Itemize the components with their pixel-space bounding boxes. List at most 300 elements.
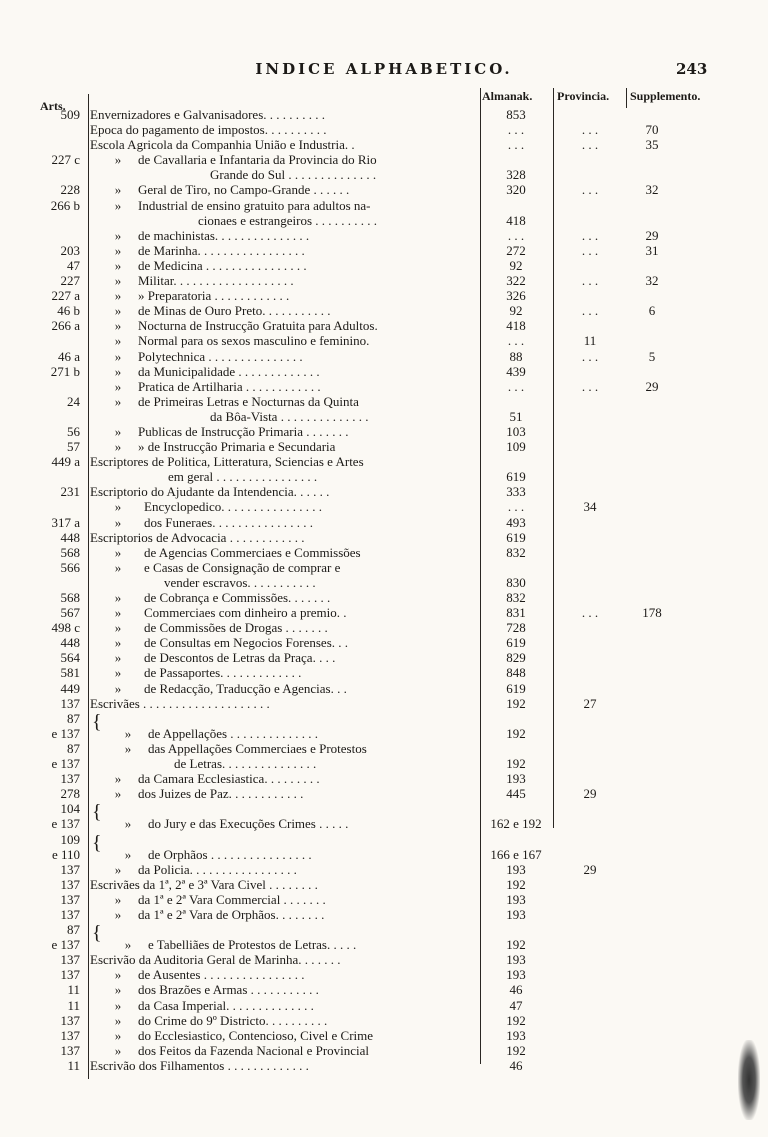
almanak-page: 848 xyxy=(506,665,526,681)
almanak-page: 829 xyxy=(506,650,526,666)
index-row xyxy=(0,726,768,741)
index-row xyxy=(0,213,768,228)
article-number: 278 xyxy=(60,786,80,802)
almanak-page: 493 xyxy=(506,514,526,530)
entry-text: de Ausentes . . . . . . . . . . . . . . . . xyxy=(138,967,305,983)
brace-glyph: { xyxy=(92,922,102,945)
article-number: 11 xyxy=(67,1057,80,1073)
page-title: INDICE ALPHABETICO. xyxy=(255,60,513,78)
almanak-page: 192 xyxy=(506,756,526,772)
index-row xyxy=(0,620,768,635)
entry-text: Escola Agricola da Companhia União e Industria. . xyxy=(90,137,355,153)
index-row xyxy=(0,816,768,831)
almanak-page: 193 xyxy=(506,1027,526,1043)
entry-text: » de Instrucção Primaria e Secundaria xyxy=(138,439,336,455)
entry-text: Escriptores de Politica, Litteratura, Sciencias e Artes xyxy=(90,454,364,470)
ditto-mark: » xyxy=(114,906,122,922)
ditto-mark: » xyxy=(124,740,132,756)
entry-text: de Passaportes. . . . . . . . . . . . . xyxy=(144,665,302,681)
supplemento-page: 6 xyxy=(648,303,656,319)
article-number: 203 xyxy=(60,242,80,258)
index-row xyxy=(0,967,768,982)
article-number: 57 xyxy=(67,439,80,455)
index-row xyxy=(0,167,768,182)
entry-text: cionaes e estrangeiros . . . . . . . . . . xyxy=(198,212,378,228)
index-row xyxy=(0,515,768,530)
entry-text: vender escravos. . . . . . . . . . . xyxy=(164,574,316,590)
index-row xyxy=(0,605,768,620)
article-number: 87 xyxy=(67,740,80,756)
index-row xyxy=(0,545,768,560)
index-row xyxy=(0,892,768,907)
entry-text: Epoca do pagamento de impostos. . . . . . . . . . xyxy=(90,122,327,138)
entry-text: de Cobrança e Commissões. . . . . . . xyxy=(144,590,331,605)
almanak-page: 439 xyxy=(506,363,526,379)
entry-text: de Cavallaria e Infantaria da Provincia do Rio xyxy=(138,152,377,168)
almanak-page: 333 xyxy=(506,484,526,500)
index-row xyxy=(0,424,768,439)
provincia-page: . . . xyxy=(581,605,599,621)
article-number: 24 xyxy=(67,393,80,409)
index-row xyxy=(0,122,768,137)
almanak-page: 109 xyxy=(506,439,526,455)
article-number: e 137 xyxy=(51,756,80,772)
ditto-mark: » xyxy=(114,182,122,198)
ditto-mark: » xyxy=(114,891,122,907)
column-header-provincia: Provincia. xyxy=(557,89,610,103)
provincia-page: 27 xyxy=(583,695,597,711)
entry-text: Nocturna de Instrucção Gratuita para Adultos. xyxy=(138,318,378,334)
index-row xyxy=(0,937,768,952)
index-row xyxy=(0,696,768,711)
entry-text: de Descontos de Letras da Praça. . . . xyxy=(144,650,336,666)
almanak-page: 326 xyxy=(506,288,526,304)
index-row xyxy=(0,530,768,545)
entry-text: da Camara Ecclesiastica. . . . . . . . . xyxy=(138,771,320,787)
article-number: 137 xyxy=(60,1042,80,1058)
article-number: 87 xyxy=(67,922,80,938)
article-number: 228 xyxy=(60,182,80,198)
entry-text: da Policia. . . . . . . . . . . . . . . . . xyxy=(138,861,297,877)
entry-text: de machinistas. . . . . . . . . . . . . . . xyxy=(138,227,310,243)
entry-text: » Preparatoria . . . . . . . . . . . . xyxy=(138,288,290,304)
provincia-page: 34 xyxy=(583,499,597,515)
index-row xyxy=(0,1028,768,1043)
provincia-page: 29 xyxy=(583,861,597,877)
index-row xyxy=(0,756,768,771)
supplemento-page: 29 xyxy=(645,227,659,243)
entry-text: de Minas de Ouro Preto. . . . . . . . . . . xyxy=(138,303,331,319)
almanak-page: . . . xyxy=(507,122,525,138)
index-row xyxy=(0,288,768,303)
almanak-page: 418 xyxy=(506,318,526,334)
provincia-page: 29 xyxy=(583,786,597,802)
index-row xyxy=(0,469,768,484)
almanak-page: 166 e 167 xyxy=(490,846,542,862)
almanak-page: 46 xyxy=(509,982,523,998)
article-number: 568 xyxy=(60,590,80,605)
almanak-page: 51 xyxy=(509,408,523,424)
brace-glyph: { xyxy=(92,831,102,854)
index-row xyxy=(0,786,768,801)
entry-text: dos Feitos da Fazenda Nacional e Provincial xyxy=(138,1042,370,1058)
article-number: 566 xyxy=(60,559,80,575)
provincia-page: . . . xyxy=(581,182,599,198)
entry-text: Pratica de Artilharia . . . . . . . . . . . . xyxy=(138,378,321,394)
almanak-page: 831 xyxy=(506,605,526,621)
almanak-page: 162 e 192 xyxy=(490,816,542,832)
almanak-page: 192 xyxy=(506,725,526,741)
ditto-mark: » xyxy=(114,1027,122,1043)
article-number: 46 b xyxy=(57,303,80,319)
almanak-page: 193 xyxy=(506,891,526,907)
provincia-page: . . . xyxy=(581,122,599,138)
brace-glyph: { xyxy=(92,801,102,824)
index-row xyxy=(0,1013,768,1028)
entry-text: da Bôa-Vista . . . . . . . . . . . . . . xyxy=(210,408,369,424)
almanak-page: 193 xyxy=(506,967,526,983)
entry-text: dos Funeraes. . . . . . . . . . . . . . . . xyxy=(144,514,313,530)
entry-text: da 1ª e 2ª Vara Commercial . . . . . . . xyxy=(138,891,326,907)
index-row xyxy=(0,1058,768,1073)
article-number: e 137 xyxy=(51,937,80,953)
almanak-page: 192 xyxy=(506,1012,526,1028)
article-number: 266 a xyxy=(51,318,80,334)
entry-text: Normal para os sexos masculino e feminino. xyxy=(138,333,370,349)
almanak-page: 619 xyxy=(506,529,526,545)
article-number: 137 xyxy=(60,771,80,787)
index-row xyxy=(0,560,768,575)
index-row xyxy=(0,152,768,167)
entry-text: Escrivães . . . . . . . . . . . . . . . . . . . . xyxy=(90,695,270,711)
entry-text: Polytechnica . . . . . . . . . . . . . . . xyxy=(138,348,303,364)
article-number: 567 xyxy=(60,605,80,621)
entry-text: do Crime do 9º Districto. . . . . . . . . . xyxy=(138,1012,328,1028)
ditto-mark: » xyxy=(114,514,122,530)
almanak-page: 619 xyxy=(506,469,526,485)
entry-text: de Marinha. . . . . . . . . . . . . . . . . xyxy=(138,242,305,258)
ditto-mark: » xyxy=(114,1042,122,1058)
ditto-mark: » xyxy=(114,303,122,319)
provincia-page: 11 xyxy=(583,333,597,349)
supplemento-page: 31 xyxy=(645,242,659,258)
ditto-mark: » xyxy=(114,393,122,409)
entry-text: da Casa Imperial. . . . . . . . . . . . . . xyxy=(138,997,314,1013)
index-row xyxy=(0,998,768,1013)
index-row xyxy=(0,107,768,122)
entry-text: de Letras. . . . . . . . . . . . . . . xyxy=(174,756,317,772)
ditto-mark: » xyxy=(114,499,122,515)
column-header-supplemento: Supplemento. xyxy=(630,89,701,103)
index-row xyxy=(0,499,768,514)
ditto-mark: » xyxy=(114,288,122,304)
almanak-page: 46 xyxy=(509,1057,523,1073)
index-row xyxy=(0,243,768,258)
ink-smudge xyxy=(738,1040,760,1120)
ditto-mark: » xyxy=(114,333,122,349)
entry-text: Commerciaes com dinheiro a premio. . xyxy=(144,605,347,621)
almanak-page: 192 xyxy=(506,876,526,892)
entry-text: Publicas de Instrucção Primaria . . . . . . . xyxy=(138,423,349,439)
index-row xyxy=(0,907,768,922)
entry-text: de Commissões de Drogas . . . . . . . xyxy=(144,620,328,636)
article-number: 317 a xyxy=(51,514,80,530)
article-number: 449 a xyxy=(51,454,80,470)
index-row xyxy=(0,182,768,197)
ditto-mark: » xyxy=(124,846,132,862)
entry-text: de Redacção, Traducção e Agencias. . . xyxy=(144,680,347,696)
article-number: 137 xyxy=(60,967,80,983)
ditto-mark: » xyxy=(114,197,122,213)
index-row xyxy=(0,273,768,288)
article-number: 137 xyxy=(60,1012,80,1028)
ditto-mark: » xyxy=(114,1012,122,1028)
article-number: 564 xyxy=(60,650,80,666)
index-row xyxy=(0,198,768,213)
entry-text: de Medicina . . . . . . . . . . . . . . . . xyxy=(138,257,307,273)
index-row xyxy=(0,228,768,243)
ditto-mark: » xyxy=(114,378,122,394)
almanak-page: 193 xyxy=(506,861,526,877)
article-number: 11 xyxy=(67,997,80,1013)
entry-text: da Municipalidade . . . . . . . . . . . . . xyxy=(138,363,320,379)
entry-text: de Primeiras Letras e Nocturnas da Quinta xyxy=(138,393,359,409)
ditto-mark: » xyxy=(114,242,122,258)
provincia-page: . . . xyxy=(581,378,599,394)
almanak-page: . . . xyxy=(507,333,525,349)
index-row xyxy=(0,847,768,862)
entry-text: Escrivães da 1ª, 2ª e 3ª Vara Civel . . . . . . . . xyxy=(90,876,318,892)
article-number: 448 xyxy=(60,529,80,545)
column-header-arts: Arts. xyxy=(40,99,66,113)
article-number: e 110 xyxy=(51,846,80,862)
almanak-page: . . . xyxy=(507,499,525,515)
entry-text: em geral . . . . . . . . . . . . . . . . xyxy=(168,469,318,485)
index-row xyxy=(0,303,768,318)
brace-glyph: { xyxy=(92,710,102,733)
provincia-page: . . . xyxy=(581,348,599,364)
index-row xyxy=(0,982,768,997)
provincia-page: . . . xyxy=(581,303,599,319)
supplemento-page: 5 xyxy=(648,348,656,364)
ditto-mark: » xyxy=(114,771,122,787)
almanak-page: 192 xyxy=(506,937,526,953)
almanak-page: 193 xyxy=(506,906,526,922)
entry-text: de Appellações . . . . . . . . . . . . . . xyxy=(148,725,319,741)
supplemento-page: 32 xyxy=(645,273,659,289)
index-row xyxy=(0,771,768,786)
ditto-mark: » xyxy=(114,650,122,666)
article-number: 46 a xyxy=(57,348,80,364)
index-row xyxy=(0,439,768,454)
index-row xyxy=(0,333,768,348)
almanak-page: 92 xyxy=(509,303,523,319)
article-number: 449 xyxy=(60,680,80,696)
almanak-page: 619 xyxy=(506,635,526,651)
entry-text: Encyclopedico. . . . . . . . . . . . . . . . xyxy=(144,499,322,515)
almanak-page: . . . xyxy=(507,378,525,394)
almanak-page: 832 xyxy=(506,544,526,560)
ditto-mark: » xyxy=(114,273,122,289)
almanak-page: 619 xyxy=(506,680,526,696)
article-number: 137 xyxy=(60,952,80,968)
entry-text: do Jury e das Execuções Crimes . . . . . xyxy=(148,816,349,832)
article-number: 266 b xyxy=(50,197,80,213)
almanak-page: 320 xyxy=(506,182,526,198)
article-number: 56 xyxy=(67,423,80,439)
entry-text: Envernizadores e Galvanisadores. . . . . . . . . . xyxy=(90,107,326,122)
entry-text: e Tabelliães de Protestos de Letras. . . . . xyxy=(148,937,357,953)
entry-text: de Agencias Commerciaes e Commissões xyxy=(144,544,361,560)
ditto-mark: » xyxy=(114,967,122,983)
provincia-page: . . . xyxy=(581,227,599,243)
entry-text: de Orphãos . . . . . . . . . . . . . . . . xyxy=(148,846,312,862)
article-number: 137 xyxy=(60,861,80,877)
article-number: 137 xyxy=(60,695,80,711)
ditto-mark: » xyxy=(114,318,122,334)
ditto-mark: » xyxy=(114,257,122,273)
entry-text: dos Juizes de Paz. . . . . . . . . . . . xyxy=(138,786,304,802)
article-number: 137 xyxy=(60,891,80,907)
index-row xyxy=(0,258,768,273)
index-row xyxy=(0,394,768,409)
ditto-mark: » xyxy=(114,665,122,681)
ditto-mark: » xyxy=(114,363,122,379)
entry-text: Escrivão dos Filhamentos . . . . . . . . . . . . . xyxy=(90,1057,309,1073)
almanak-page: 193 xyxy=(506,952,526,968)
index-row xyxy=(0,635,768,650)
ditto-mark: » xyxy=(114,152,122,168)
index-row xyxy=(0,952,768,967)
index-row xyxy=(0,681,768,696)
entry-text: Industrial de ensino gratuito para adultos na- xyxy=(138,197,371,213)
provincia-page: . . . xyxy=(581,242,599,258)
almanak-page: 328 xyxy=(506,167,526,183)
index-row xyxy=(0,349,768,364)
entry-text: do Ecclesiastico, Contencioso, Civel e Crime xyxy=(138,1027,374,1043)
almanak-page: 728 xyxy=(506,620,526,636)
entry-text: dos Brazões e Armas . . . . . . . . . . . xyxy=(138,982,319,998)
entry-text: e Casas de Consignação de comprar e xyxy=(144,559,341,575)
ditto-mark: » xyxy=(114,861,122,877)
article-number: e 137 xyxy=(51,725,80,741)
article-number: 448 xyxy=(60,635,80,651)
index-row xyxy=(0,484,768,499)
entry-text: da 1ª e 2ª Vara de Orphãos. . . . . . . . xyxy=(138,906,325,922)
almanak-page: 47 xyxy=(509,997,523,1013)
supplemento-page: 178 xyxy=(642,605,662,621)
column-header-almanak: Almanak. xyxy=(482,89,533,103)
ditto-mark: » xyxy=(114,997,122,1013)
supplemento-page: 35 xyxy=(645,137,659,153)
article-number: 227 xyxy=(60,273,80,289)
ditto-mark: » xyxy=(114,227,122,243)
index-row xyxy=(0,1043,768,1058)
index-row xyxy=(0,137,768,152)
article-number: 509 xyxy=(60,107,80,122)
entry-text: Grande do Sul . . . . . . . . . . . . . . xyxy=(210,167,377,183)
article-number: e 137 xyxy=(51,816,80,832)
article-number: 227 a xyxy=(51,288,80,304)
almanak-page: 322 xyxy=(506,273,526,289)
almanak-page: 832 xyxy=(506,590,526,605)
index-row xyxy=(0,877,768,892)
supplemento-page: 32 xyxy=(645,182,659,198)
article-number: 87 xyxy=(67,710,80,726)
article-number: 137 xyxy=(60,906,80,922)
article-number: 109 xyxy=(60,831,80,847)
ditto-mark: » xyxy=(114,605,122,621)
provincia-page: . . . xyxy=(581,273,599,289)
index-entries xyxy=(0,107,768,1073)
article-number: 498 c xyxy=(51,620,80,636)
article-number: 227 c xyxy=(51,152,80,168)
column-rule-supplemento xyxy=(626,88,627,108)
ditto-mark: » xyxy=(114,786,122,802)
article-number: 11 xyxy=(67,982,80,998)
almanak-page: 192 xyxy=(506,695,526,711)
entry-text: Militar. . . . . . . . . . . . . . . . . . . xyxy=(138,273,294,289)
index-row xyxy=(0,665,768,680)
almanak-page: 445 xyxy=(506,786,526,802)
entry-text: Geral de Tiro, no Campo-Grande . . . . . . xyxy=(138,182,350,198)
index-row xyxy=(0,575,768,590)
ditto-mark: » xyxy=(114,635,122,651)
almanak-page: 418 xyxy=(506,212,526,228)
entry-text: das Appellações Commerciaes e Protestos xyxy=(148,740,367,756)
article-number: 231 xyxy=(60,484,80,500)
almanak-page: 192 xyxy=(506,1042,526,1058)
index-row xyxy=(0,454,768,469)
almanak-page: 92 xyxy=(509,257,523,273)
provincia-page: . . . xyxy=(581,137,599,153)
almanak-page: 193 xyxy=(506,771,526,787)
ditto-mark: » xyxy=(114,590,122,605)
index-row xyxy=(0,590,768,605)
almanak-page: 830 xyxy=(506,574,526,590)
page-number: 243 xyxy=(676,60,708,78)
almanak-page: 103 xyxy=(506,423,526,439)
ditto-mark: » xyxy=(124,937,132,953)
ditto-mark: » xyxy=(114,348,122,364)
ditto-mark: » xyxy=(114,982,122,998)
article-number: 568 xyxy=(60,544,80,560)
ditto-mark: » xyxy=(114,559,122,575)
almanak-page: 853 xyxy=(506,107,526,122)
article-number: 47 xyxy=(67,257,80,273)
index-row xyxy=(0,364,768,379)
ditto-mark: » xyxy=(124,816,132,832)
entry-text: Escriptorios de Advocacia . . . . . . . . . . . . xyxy=(90,529,305,545)
article-number: 137 xyxy=(60,876,80,892)
ditto-mark: » xyxy=(114,680,122,696)
supplemento-page: 29 xyxy=(645,378,659,394)
almanak-page: 88 xyxy=(509,348,523,364)
index-row xyxy=(0,862,768,877)
article-number: 271 b xyxy=(50,363,80,379)
ditto-mark: » xyxy=(114,544,122,560)
article-number: 104 xyxy=(60,801,80,817)
entry-text: de Consultas em Negocios Forenses. . . xyxy=(144,635,349,651)
ditto-mark: » xyxy=(114,423,122,439)
index-row xyxy=(0,741,768,756)
ditto-mark: » xyxy=(114,439,122,455)
index-row xyxy=(0,318,768,333)
ditto-mark: » xyxy=(124,725,132,741)
index-row xyxy=(0,409,768,424)
article-number: 137 xyxy=(60,1027,80,1043)
ditto-mark: » xyxy=(114,620,122,636)
